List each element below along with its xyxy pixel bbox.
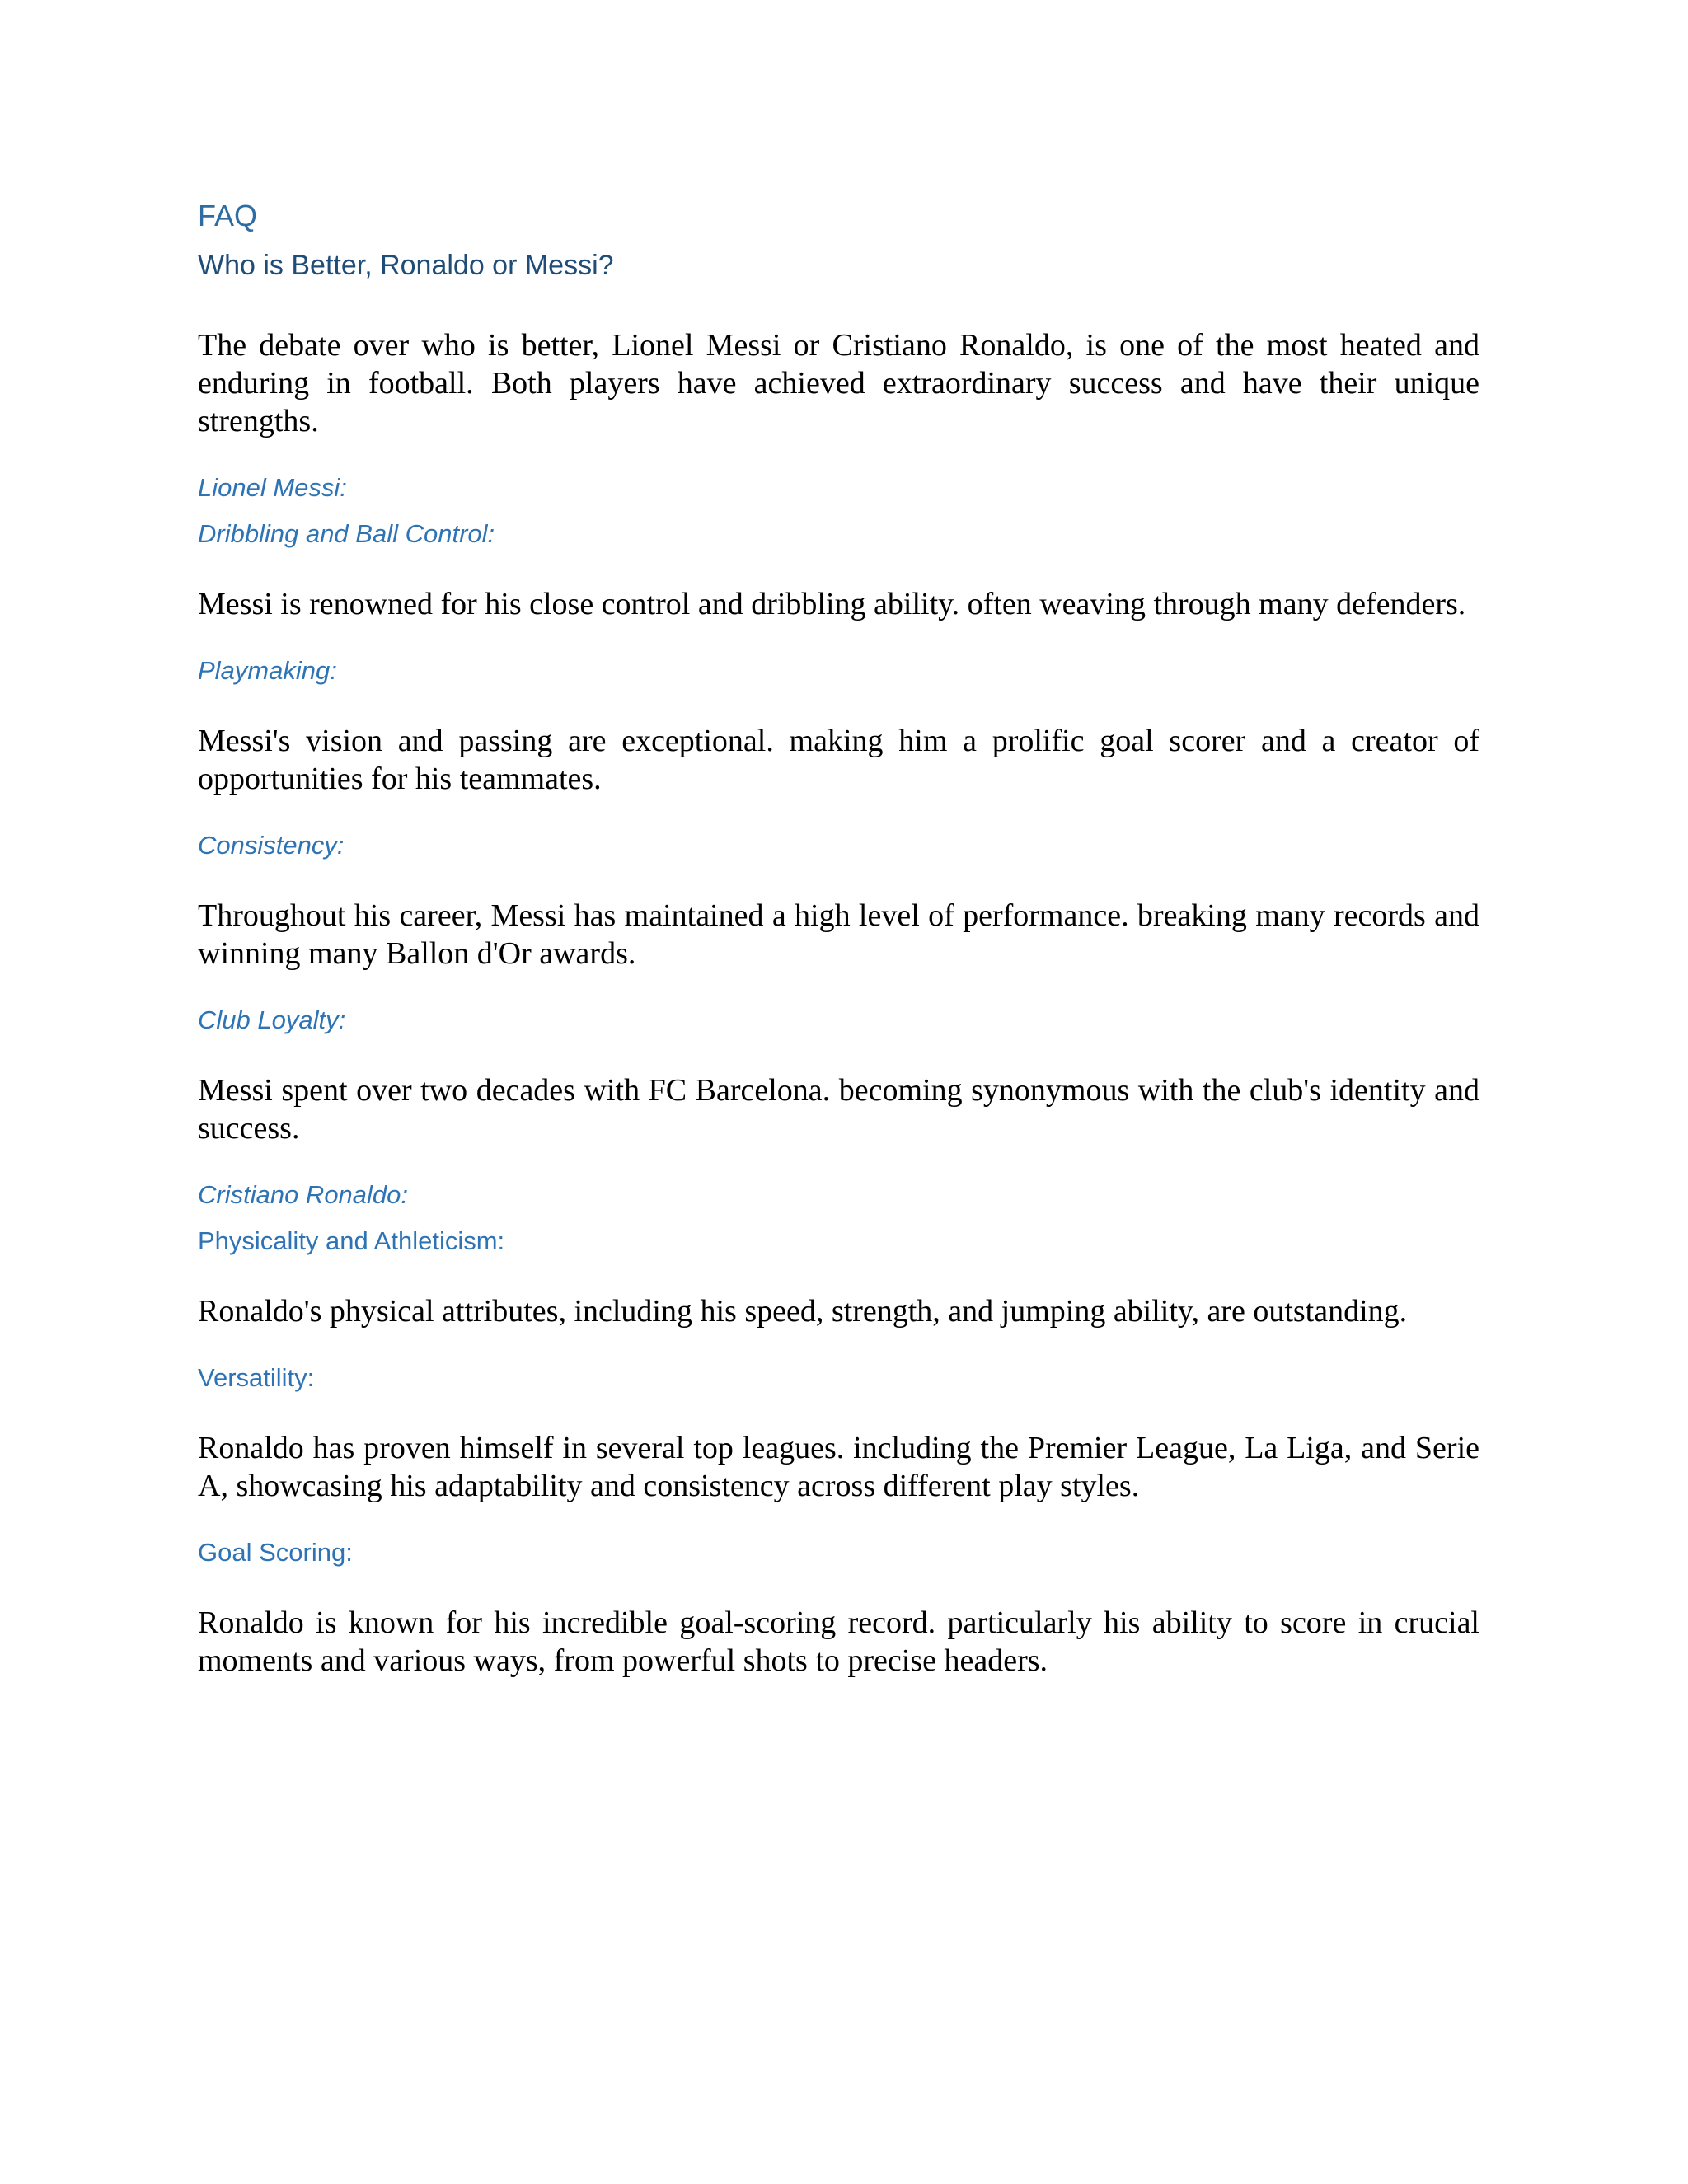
club-loyalty-heading: Club Loyalty: — [198, 1005, 346, 1034]
messi-heading: Lionel Messi: — [198, 473, 347, 502]
consistency-heading: Consistency: — [198, 831, 345, 860]
physicality-paragraph: Ronaldo's physical attributes, including his speed, strength, and jumping ability, are outstanding. — [198, 1294, 1408, 1329]
consistency-paragraph: Throughout his career, Messi has maintained a high level of performance. breaking many records and winning many Ballon d'Or awards. — [198, 898, 1479, 971]
club-loyalty-paragraph: Messi spent over two decades with FC Barcelona. becoming synonymous with the club's identity and success. — [198, 1073, 1479, 1146]
playmaking-heading: Playmaking: — [198, 656, 337, 685]
dribbling-paragraph: Messi is renowned for his close control and dribbling ability. often weaving through many defenders. — [198, 587, 1466, 621]
document-content — [198, 198, 1479, 1680]
goal-scoring-paragraph: Ronaldo is known for his incredible goal-scoring record. particularly his ability to score in crucial moments and various ways, from powerful shots to precise headers. — [198, 1605, 1479, 1678]
versatility-paragraph: Ronaldo has proven himself in several top leagues. including the Premier League, La Liga, and Serie A, showcasing his adaptability and consistency across different play styles. — [198, 1431, 1479, 1503]
versatility-heading: Versatility: — [198, 1363, 315, 1392]
page-title: FAQ — [198, 199, 258, 232]
faq-question: Who is Better, Ronaldo or Messi? — [198, 250, 614, 281]
playmaking-paragraph: Messi's vision and passing are exceptional. making him a prolific goal scorer and a creator of opportunities for his teammates. — [198, 724, 1479, 796]
dribbling-heading: Dribbling and Ball Control: — [198, 519, 495, 548]
ronaldo-heading: Cristiano Ronaldo: — [198, 1180, 409, 1209]
physicality-heading: Physicality and Athleticism: — [198, 1226, 505, 1255]
goal-scoring-heading: Goal Scoring: — [198, 1538, 353, 1567]
intro-paragraph: The debate over who is better, Lionel Messi or Cristiano Ronaldo, is one of the most heated and enduring in football. Both players have achieved extraordinary success and have their unique strengths. — [198, 328, 1479, 438]
